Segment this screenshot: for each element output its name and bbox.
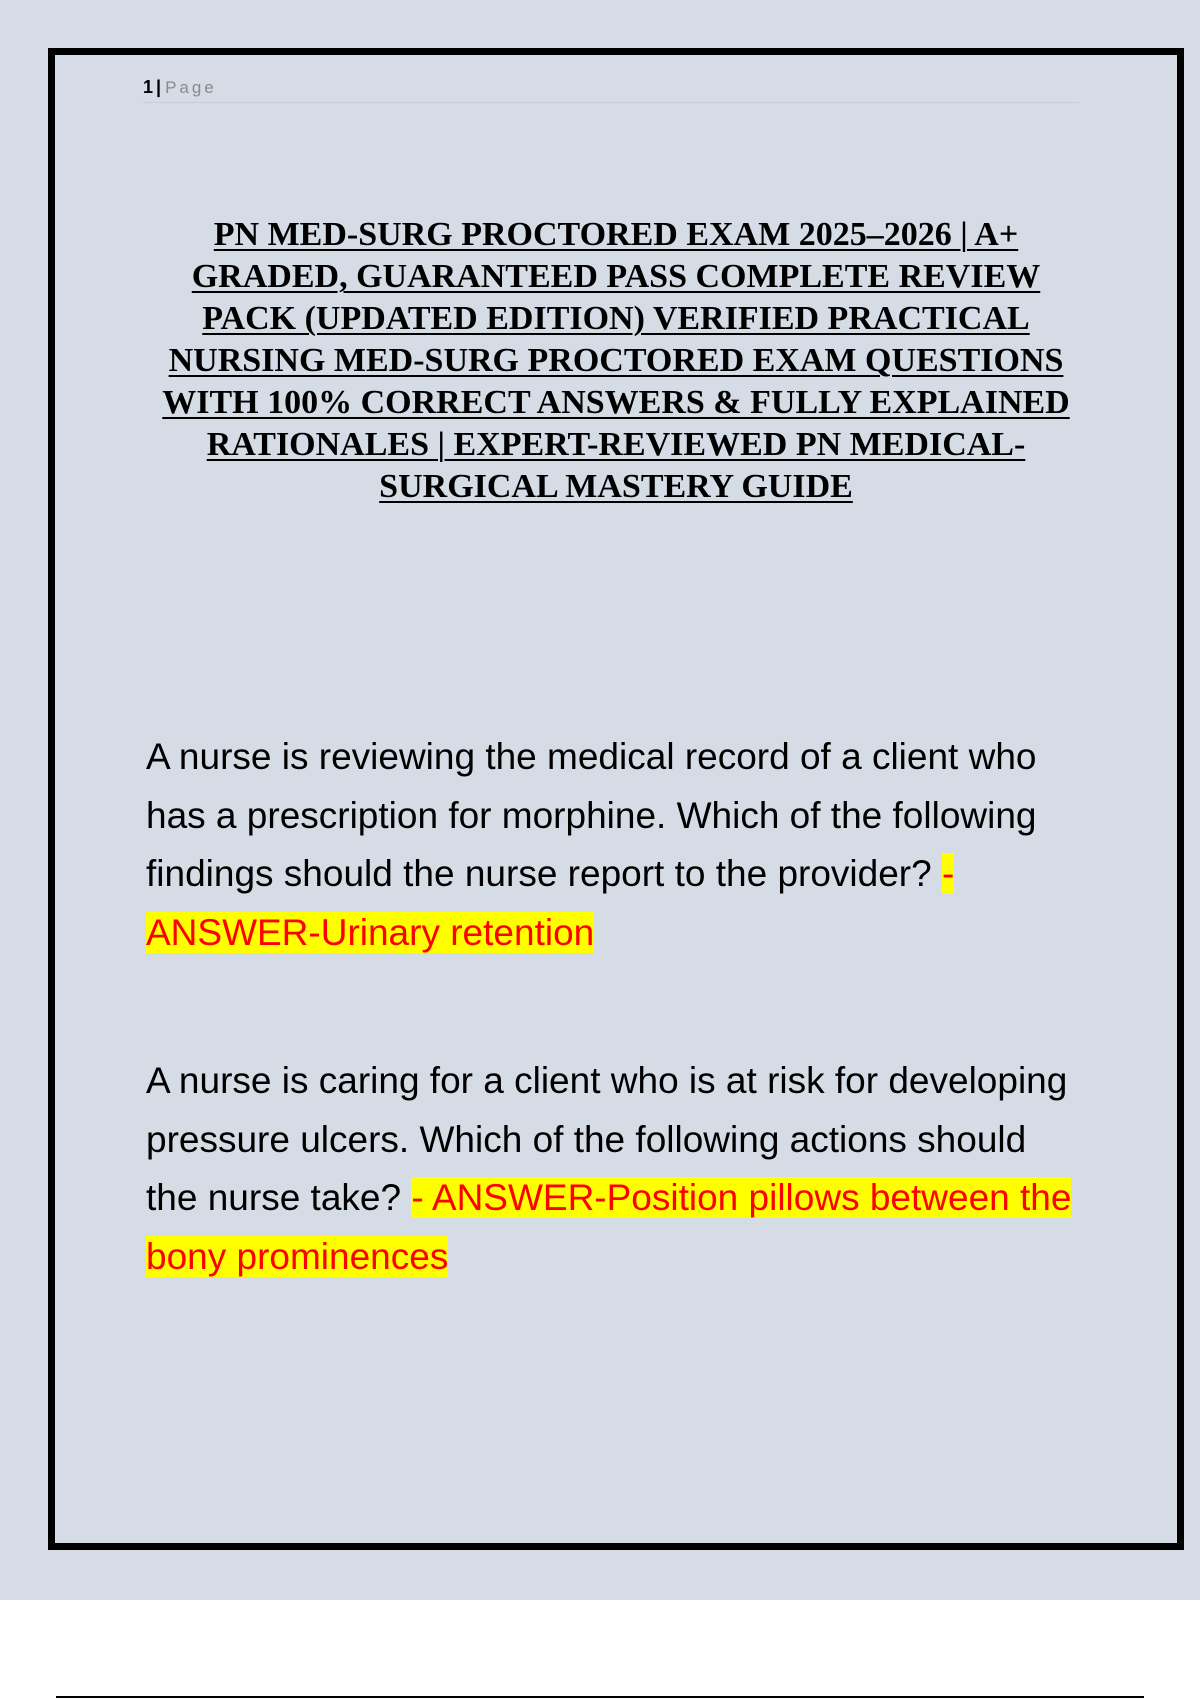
page-header [143,74,1079,103]
bottom-divider [56,1696,1144,1698]
document-title: PN MED-SURG PROCTORED EXAM 2025–2026 | A+ GRADED, GUARANTEED PASS COMPLETE REVIEW PACK (UPDATED EDITION) VERIFIED PRACTICAL NURSING MED-SURG PROCTORED EXAM QUESTIONS WITH 100% CORRECT ANSWERS & FULLY EXPLAINED RATIONALES | EXPERT-REVIEWED PN MEDICAL-SURGICAL MASTERY GUIDE [162,216,1070,505]
question-2 [146,1052,1086,1286]
question-1 [146,728,1086,962]
page-separator: | [156,77,162,97]
question-1-answer: - ANSWER-Urinary retention [146,853,955,953]
page-label: Page [165,78,217,97]
question-1-text: A nurse is reviewing the medical record of a client who has a prescription for morphine. Which of the following findings should the nurse report to the provider? [146,736,1037,894]
question-2-text: A nurse is caring for a client who is at risk for developing pressure ulcers. Which of the following actions should the nurse take? [146,1060,1068,1218]
page-number: 1 [143,77,154,97]
question-2-answer: - ANSWER-Position pillows between the bony prominences [146,1177,1072,1277]
